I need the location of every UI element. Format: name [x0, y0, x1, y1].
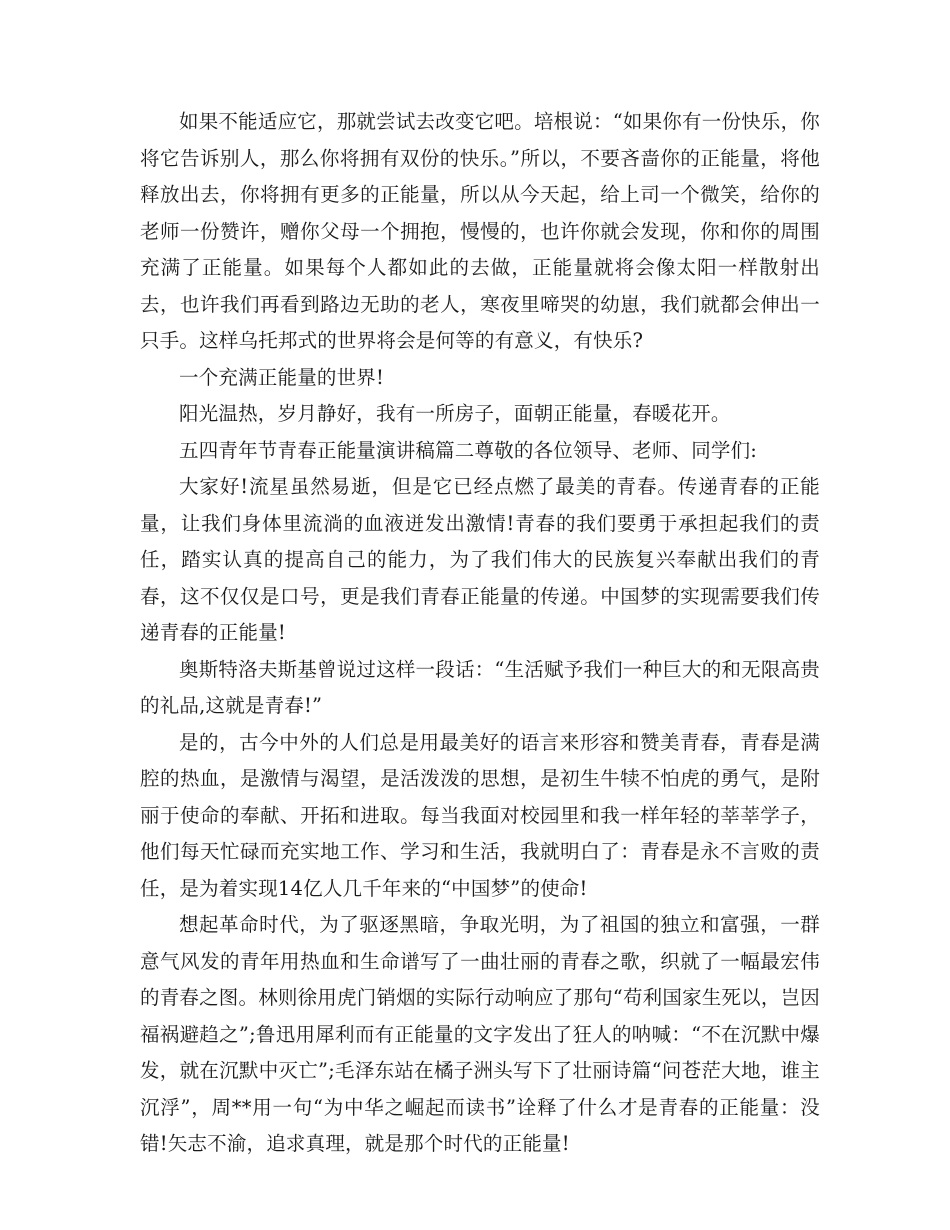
paragraph-7: 是的，古今中外的人们总是用最美好的语言来形容和赞美青春，青春是满腔的热血，是激情与渴望，是活泼泼的思想，是初生牛犊不怕虎的勇气，是附丽于使命的奉献、开拓和进取。每当我面对校园里和我一样年轻的莘莘学子，他们每天忙碌而充实地工作、学习和生活，我就明白了：青春是永不言败的责任，是为着实现14亿人几千年来的“中国梦”的使命!: [140, 730, 820, 900]
paragraph-1: 如果不能适应它，那就尝试去改变它吧。培根说：“如果你有一份快乐，你将它告诉别人，那么你将拥有双份的快乐。”所以，不要吝啬你的正能量，将他释放出去，你将拥有更多的正能量，所以从今天起，给上司一个微笑，给你的老师一份赞许，赠你父母一个拥抱，慢慢的，也许你就会发现，你和你的周围充满了正能量。如果每个人都如此的去做，正能量就将会像太阳一样散射出去，也许我们再看到路边无助的老人，寒夜里啼哭的幼崽，我们就都会伸出一只手。这样乌托邦式的世界将会是何等的有意义，有快乐?: [140, 110, 820, 352]
paragraph-3: 阳光温热，岁月静好，我有一所房子，面朝正能量，春暖花开。: [179, 402, 731, 425]
paragraph-8: 想起革命时代，为了驱逐黑暗，争取光明，为了祖国的独立和富强，一群意气风发的青年用热血和生命谱写了一曲壮丽的青春之歌，织就了一幅最宏伟的青春之图。林则徐用虎门销烟的实际行动响应了那句“苟利国家生死以，岂因福祸避趋之”;鲁迅用犀利而有正能量的文字发出了狂人的呐喊：“不在沉默中爆发，就在沉默中灭亡”;毛泽东站在橘子洲头写下了壮丽诗篇“问苍茫大地，谁主沉浮”，周**用一句“为中华之崛起而读书”诠释了什么才是青春的正能量：没错!矢志不渝，追求真理，就是那个时代的正能量!: [140, 913, 820, 1155]
paragraph-4: 五四青年节青春正能量演讲稿篇二尊敬的各位领导、老师、同学们:: [179, 438, 758, 462]
paragraph-6: 奥斯特洛夫斯基曾说过这样一段话：“生活赋予我们一种巨大的和无限高贵的礼品,这就是青春!”: [140, 657, 820, 717]
document-page: [140, 104, 820, 1163]
paragraph-5: 大家好!流星虽然易逝，但是它已经点燃了最美的青春。传递青春的正能量，让我们身体里流淌的血液迸发出激情!青春的我们要勇于承担起我们的责任，踏实认真的提高自己的能力，为了我们伟大的民族复兴奉献出我们的青春，这不仅仅是口号，更是我们青春正能量的传递。中国梦的实现需要我们传递青春的正能量!: [140, 475, 820, 644]
paragraph-2: 一个充满正能量的世界!: [179, 365, 385, 389]
